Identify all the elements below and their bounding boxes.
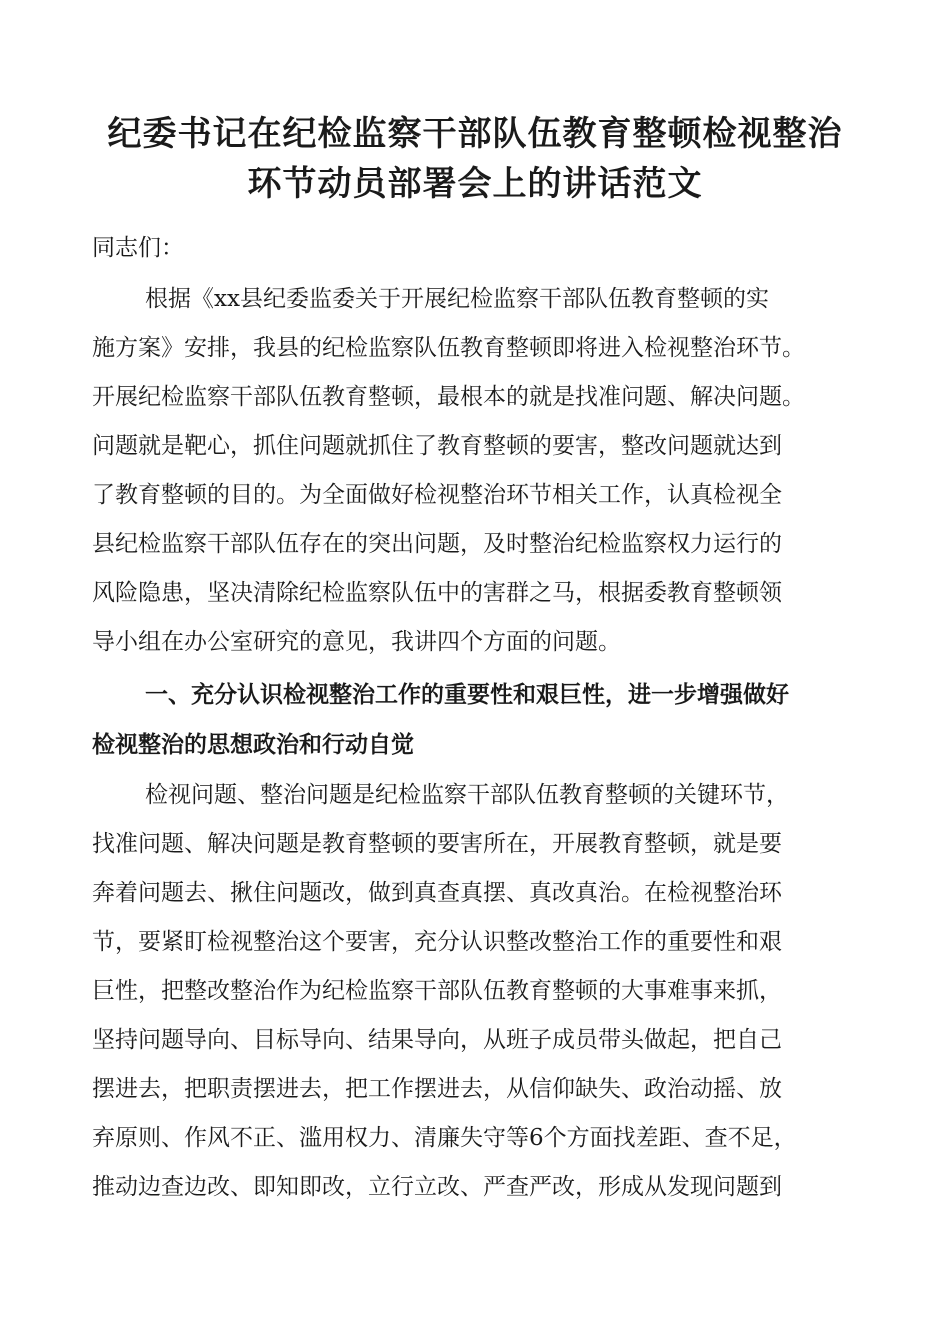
paragraph-1-line: 根据《xx县纪委监委关于开展纪检监察干部队伍教育整顿的实	[145, 286, 769, 312]
paragraph-1-line: 县纪检监察干部队伍存在的突出问题，及时整治纪检监察权力运行的	[92, 531, 782, 557]
paragraph-1-line: 导小组在办公室研究的意见，我讲四个方面的问题。	[92, 629, 621, 655]
paragraph-2-line: 找准问题、解决问题是教育整顿的要害所在，开展教育整顿，就是要	[92, 831, 782, 857]
paragraph-2-line: 巨性，把整改整治作为纪检监察干部队伍教育整顿的大事难事来抓，	[92, 978, 782, 1004]
paragraph-1-line: 开展纪检监察干部队伍教育整顿，最根本的就是找准问题、解决问题。	[92, 384, 805, 410]
paragraph-1-line: 风险隐患，坚决清除纪检监察队伍中的害群之马，根据委教育整顿领	[92, 580, 782, 606]
paragraph-2-line: 坚持问题导向、目标导向、结果导向，从班子成员带头做起，把自己	[92, 1027, 782, 1053]
paragraph-2-line: 摆进去，把职责摆进去，把工作摆进去，从信仰缺失、政治动摇、放	[92, 1076, 782, 1102]
paragraph-2-line: 节，要紧盯检视整治这个要害，充分认识整改整治工作的重要性和艰	[92, 929, 782, 955]
greeting: 同志们：	[92, 235, 184, 261]
document-title-line-1: 纪委书记在纪检监察干部队伍教育整顿检视整治	[107, 114, 843, 154]
document-title-line-2: 环节动员部署会上的讲话范文	[247, 164, 703, 204]
paragraph-2-line: 推动边查边改、即知即改，立行立改、严查严改，形成从发现问题到	[92, 1174, 782, 1200]
paragraph-1-line: 施方案》安排，我县的纪检监察队伍教育整顿即将进入检视整治环节。	[92, 335, 805, 361]
paragraph-2-line: 奔着问题去、揪住问题改，做到真查真摆、真改真治。在检视整治环	[92, 880, 782, 906]
paragraph-2-line: 弃原则、作风不正、滥用权力、清廉失守等6个方面找差距、查不足，	[92, 1125, 797, 1151]
paragraph-2-line: 检视问题、整治问题是纪检监察干部队伍教育整顿的关键环节，	[145, 782, 789, 808]
section-heading-1-line: 一、充分认识检视整治工作的重要性和艰巨性，进一步增强做好	[145, 682, 789, 708]
paragraph-1-line: 问题就是靶心，抓住问题就抓住了教育整顿的要害，整改问题就达到	[92, 433, 782, 459]
section-heading-1-line: 检视整治的思想政治和行动自觉	[92, 732, 414, 758]
paragraph-1-line: 了教育整顿的目的。为全面做好检视整治环节相关工作，认真检视全	[92, 482, 782, 508]
